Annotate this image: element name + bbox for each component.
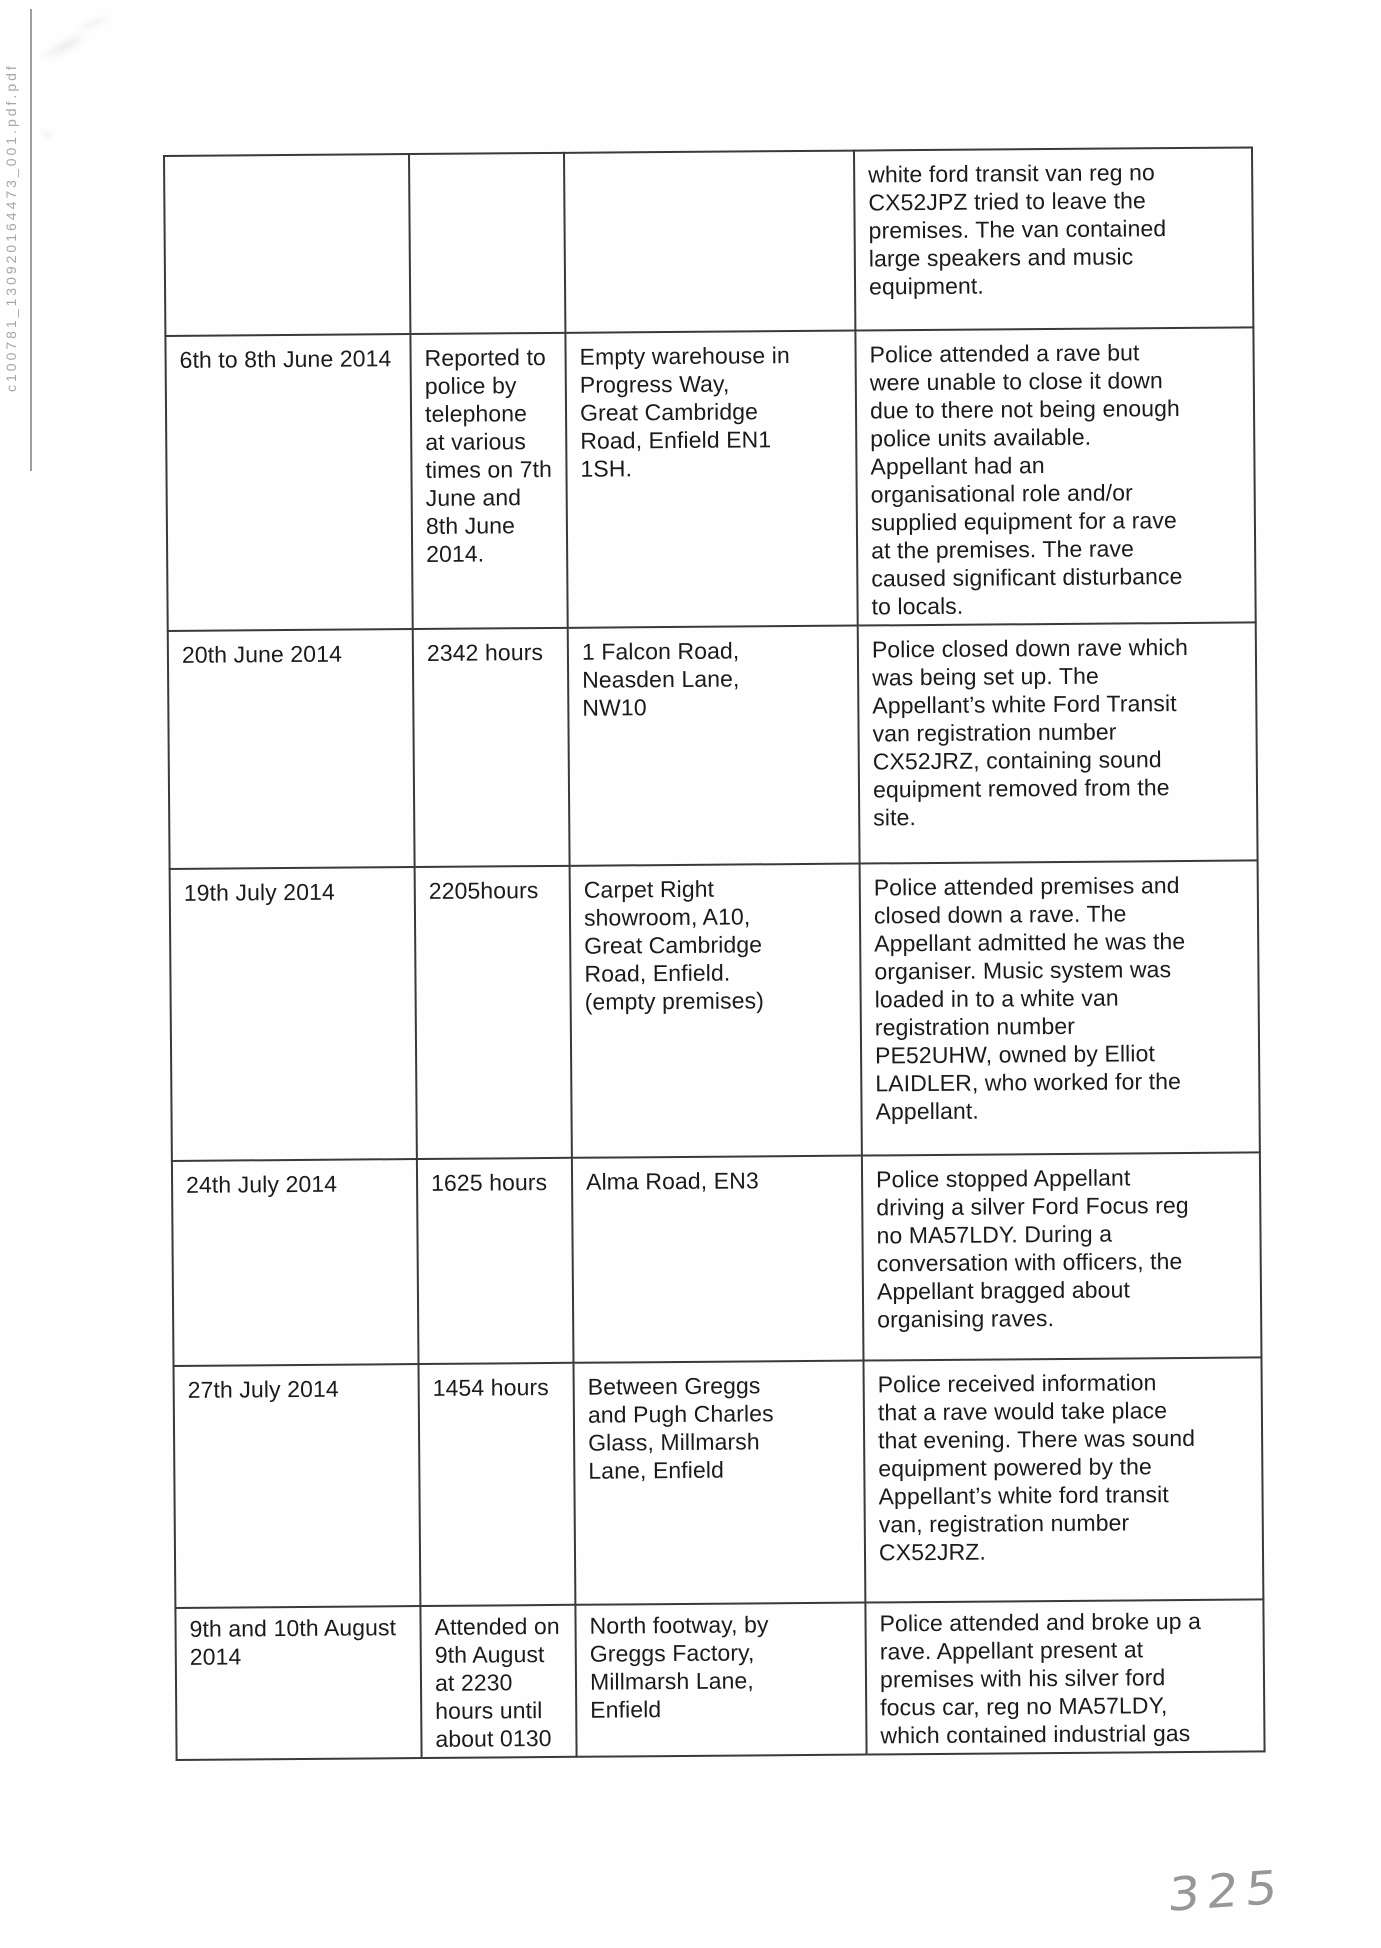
- cell-location: Between Greggs and Pugh Charles Glass, Millmarsh Lane, Enfield: [573, 1361, 865, 1605]
- table-row: [175, 1599, 1264, 1760]
- cell-time: Attended on 9th August at 2230 hours until about 0130: [420, 1605, 576, 1758]
- cell-location: North footway, by Greggs Factory, Millmarsh Lane, Enfield: [575, 1603, 866, 1757]
- cell-location: Carpet Right showroom, A10, Great Cambridge Road, Enfield. (empty premises): [570, 864, 862, 1158]
- cell-date: 6th to 8th June 2014: [165, 334, 412, 631]
- handwritten-page-number: 325: [1166, 1860, 1287, 1922]
- table-row: [174, 1357, 1264, 1608]
- cell-time: 1625 hours: [417, 1158, 574, 1364]
- cell-location: Empty warehouse in Progress Way, Great Cambridge Road, Enfield EN1 1SH.: [565, 331, 857, 628]
- incident-table: [163, 146, 1266, 1761]
- scan-artifact-line: [30, 9, 32, 471]
- table-row: [168, 622, 1258, 869]
- table-row: [164, 147, 1253, 336]
- cell-date: [164, 154, 410, 336]
- cell-time: 2342 hours: [413, 628, 570, 867]
- table-row: [165, 327, 1255, 631]
- scan-smudge: [73, 11, 114, 34]
- cell-description: white ford transit van reg no CX52JPZ tried to leave the premises. The van contained large speakers and music equipment.: [854, 147, 1253, 330]
- table-row: [170, 860, 1260, 1161]
- cell-description: Police attended and broke up a rave. Appellant present at premises with his silver ford focus car, reg no MA57LDY, which contained industrial gas: [865, 1599, 1264, 1754]
- cell-description: Police received information that a rave would take place that evening. There was sound equipment powered by the Appellant’s white ford transit van, registration number CX52JRZ.: [863, 1357, 1263, 1602]
- cell-description: Police attended premises and closed down a rave. The Appellant admitted he was the organiser. Music system was loaded in to a white van registration number PE52UHW, owned by Elliot LAIDLER, who worked for the Appellant.: [860, 860, 1260, 1155]
- cell-description: Police attended a rave but were unable to close it down due to there not being enough police units available. Appellant had an organisational role and/or supplied equipment for a rave at the premises. The rave caused significant disturbance to locals.: [855, 327, 1255, 625]
- cell-date: 24th July 2014: [172, 1159, 419, 1366]
- cell-time: 2205hours: [415, 866, 572, 1159]
- cell-date: 20th June 2014: [168, 629, 415, 869]
- cell-time: Reported to police by telephone at various times on 7th June and 8th June 2014.: [410, 333, 567, 629]
- margin-filename-text: c100781_130920164473_001.pdf.pdf: [3, 63, 19, 392]
- cell-location: 1 Falcon Road, Neasden Lane, NW10: [568, 626, 860, 866]
- scan-smudge: [39, 127, 55, 141]
- scan-smudge: [36, 25, 95, 66]
- cell-date: 19th July 2014: [170, 867, 417, 1161]
- incident-table-wrapper: [163, 146, 1264, 1760]
- cell-date: 27th July 2014: [174, 1364, 421, 1608]
- cell-description: Police closed down rave which was being set up. The Appellant’s white Ford Transit van registration number CX52JRZ, containing sound equipment removed from the site.: [858, 622, 1258, 863]
- cell-time: 1454 hours: [419, 1363, 576, 1606]
- cell-location: Alma Road, EN3: [572, 1156, 864, 1363]
- cell-time: [409, 153, 565, 334]
- cell-location: [564, 151, 855, 333]
- cell-description: Police stopped Appellant driving a silver Ford Focus reg no MA57LDY. During a conversation with officers, the Appellant bragged about organising raves.: [862, 1152, 1262, 1360]
- cell-date: 9th and 10th August 2014: [175, 1606, 421, 1760]
- table-row: [172, 1152, 1262, 1366]
